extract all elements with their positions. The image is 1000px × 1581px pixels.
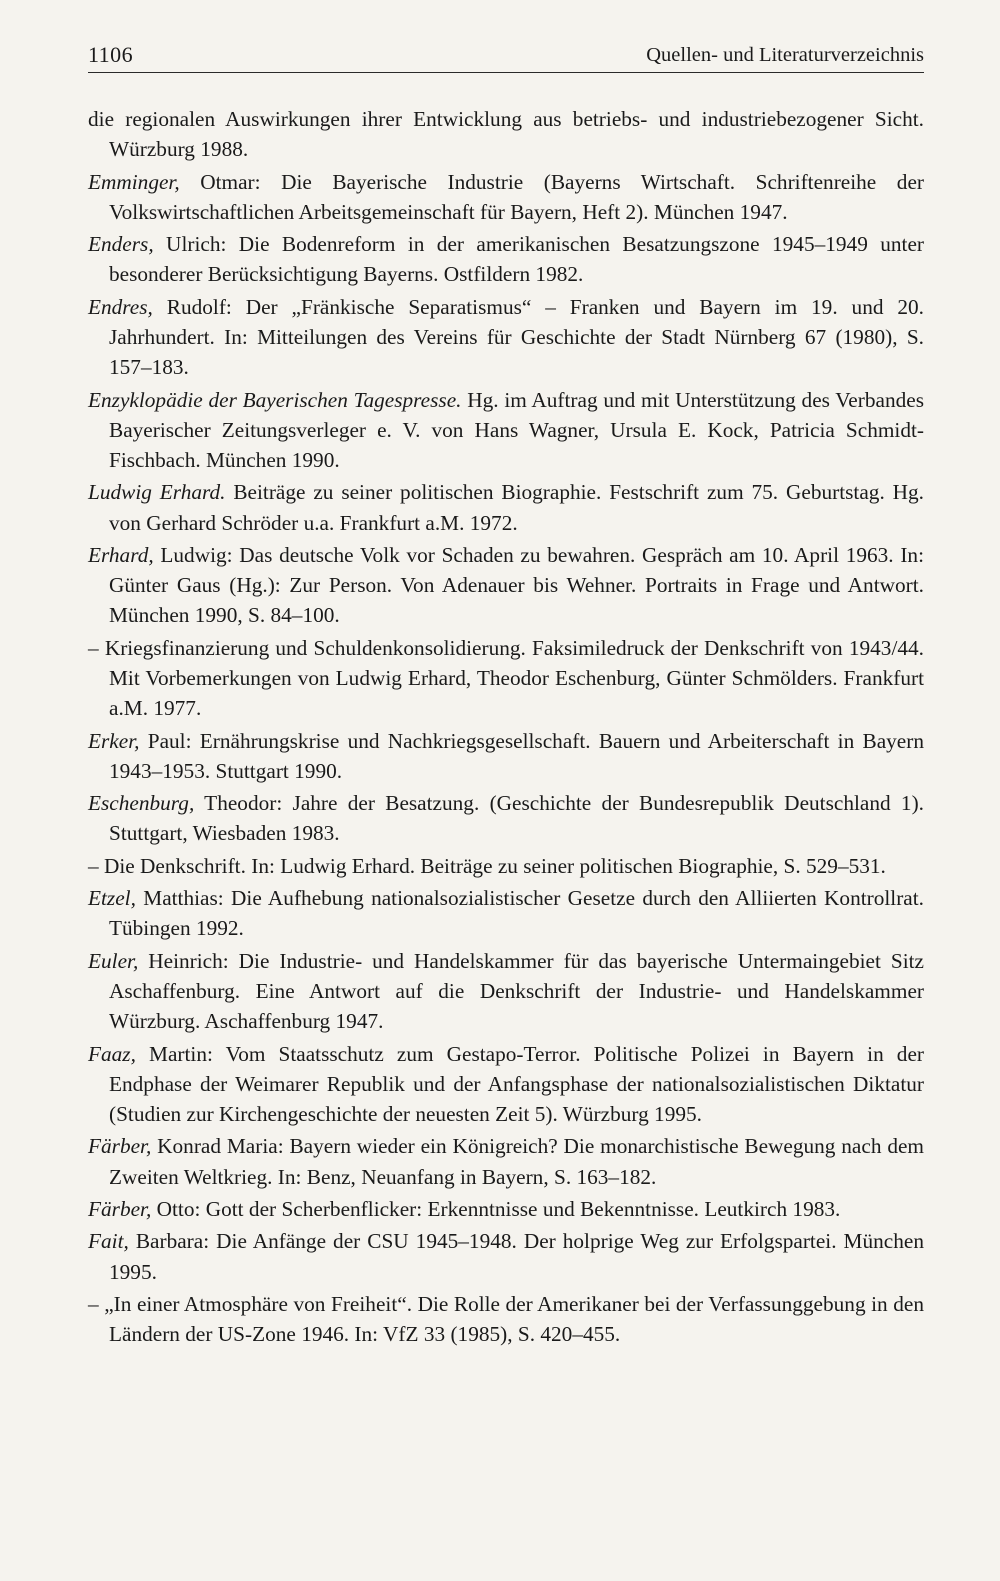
entry-text: Heinrich: Die Industrie- und Handelskammer für das bayerische Untermaingebiet Sitz Aschaffenburg. Eine Antwort auf die Denkschrift der Industrie- und Handelskammer Würzburg. Aschaffenburg 1947. (109, 948, 924, 1034)
entry-text: Beiträge zu seiner politischen Biographie. Festschrift zum 75. Geburtstag. Hg. von Gerhard Schröder u.a. Frankfurt a.M. 1972. (109, 480, 924, 535)
entry-text: Konrad Maria: Bayern wieder ein Königreich? Die monarchistische Bewegung nach dem Zweiten Weltkrieg. In: Benz, Neuanfang in Bayern, S. 163–182. (109, 1134, 924, 1189)
bibliography-entry (88, 104, 924, 164)
bibliography-entry (88, 726, 924, 786)
entry-author: Erker, (88, 728, 140, 753)
entry-text: „In einer Atmosphäre von Freiheit“. Die Rolle der Amerikaner bei der Verfassunggebung in den Ländern der US-Zone 1946. In: VfZ 33 (1985), S. 420–455. (98, 1291, 924, 1347)
entry-text: Matthias: Die Aufhebung nationalsozialistischer Gesetze durch den Alliierten Kontrollrat. Tübingen 1992. (109, 886, 924, 941)
entry-text: Theodor: Jahre der Besatzung. (Geschichte der Bundesrepublik Deutschland 1). Stuttgart, Wiesbaden 1983. (109, 791, 924, 846)
bibliography-entry (88, 1039, 924, 1130)
entry-author: Eschenburg, (88, 791, 195, 816)
bibliography-entry (88, 292, 924, 383)
bibliography-list (88, 104, 924, 1352)
entry-text: Ludwig: Das deutsche Volk vor Schaden zu bewahren. Gespräch am 10. April 1963. In: Günter Gaus (Hg.): Zur Person. Von Adenauer bis Wehner. Portraits in Frage und Antwort. München 1990, S. 84–100. (109, 542, 924, 628)
entry-title: Ludwig Erhard. (88, 480, 226, 505)
entry-text: Paul: Ernährungskrise und Nachkriegsgesellschaft. Bauern und Arbeiterschaft in Bayern 1943–1953. Stuttgart 1990. (109, 728, 924, 783)
entry-author: Endres, (88, 294, 153, 319)
page-number: 1106 (88, 42, 134, 67)
entry-author: Etzel, (88, 886, 136, 911)
entry-author: Färber, (88, 1196, 152, 1221)
entry-text: Kriegsfinanzierung und Schuldenkonsolidierung. Faksimiledruck der Denkschrift von 1943/44. Mit Vorbemerkungen von Ludwig Erhard, Theodor Eschenburg, Günter Schmölders. Frankfurt a.M. 1977. (98, 635, 924, 721)
bibliography-entry (88, 167, 924, 227)
bibliography-entry (88, 229, 924, 289)
bibliography-entry (88, 1131, 924, 1191)
entry-dash: – (88, 1291, 99, 1316)
bibliography-entry (88, 788, 924, 848)
bibliography-entry (88, 1194, 924, 1224)
entry-text: Die Denkschrift. In: Ludwig Erhard. Beiträge zu seiner politischen Biographie, S. 529–531. (98, 853, 886, 878)
bibliography-entry (88, 883, 924, 943)
entry-author: Enders, (88, 232, 154, 257)
entry-author: Emminger, (88, 169, 180, 194)
bibliography-entry (88, 633, 924, 724)
bibliography-entry (88, 851, 924, 881)
entry-dash: – (88, 853, 99, 878)
running-head: Quellen- und Literaturverzeichnis (646, 44, 924, 66)
entry-text: Ulrich: Die Bodenreform in der amerikanischen Besatzungszone 1945–1949 unter besonderer Berücksichtigung Bayerns. Ostfildern 1982. (109, 232, 924, 287)
entry-text: Otto: Gott der Scherbenflicker: Erkenntnisse und Bekenntnisse. Leutkirch 1983. (151, 1196, 841, 1221)
bibliography-entry (88, 1289, 924, 1349)
page-header (88, 40, 924, 73)
entry-title: Enzyklopädie der Bayerischen Tagespresse. (88, 387, 462, 412)
entry-text: Otmar: Die Bayerische Industrie (Bayerns Wirtschaft. Schriftenreihe der Volkswirtschaftlichen Arbeitsgemeinschaft für Bayern, Heft 2). München 1947. (109, 169, 924, 224)
entry-text: Martin: Vom Staatsschutz zum Gestapo-Terror. Politische Polizei in Bayern in der Endphase der Weimarer Republik und der Anfangsphase der nationalsozialistischen Diktatur (Studien zur Kirchengeschichte der neuesten Zeit 5). Würzburg 1995. (109, 1041, 924, 1126)
entry-text: die regionalen Auswirkungen ihrer Entwicklung aus betriebs- und industriebezogener Sicht. Würzburg 1988. (88, 107, 924, 162)
entry-author: Euler, (88, 948, 139, 973)
entry-text: Hg. im Auftrag und mit Unterstützung des Verbandes Bayerischer Zeitungsverleger e. V. von Hans Wagner, Ursula E. Kock, Patricia Schmidt-Fischbach. München 1990. (109, 387, 924, 472)
entry-text: Barbara: Die Anfänge der CSU 1945–1948. Der holprige Weg zur Erfolgspartei. München 1995. (109, 1229, 924, 1284)
entry-author: Färber, (88, 1134, 152, 1159)
bibliography-entry (88, 477, 924, 537)
entry-dash: – (88, 635, 99, 660)
bibliography-entry (88, 946, 924, 1037)
entry-author: Faaz, (88, 1041, 136, 1066)
entry-text: Rudolf: Der „Fränkische Separatismus“ – Franken und Bayern im 19. und 20. Jahrhundert. In: Mitteilungen des Vereins für Geschichte der Stadt Nürnberg 67 (1980), S. 157–183. (109, 294, 924, 380)
bibliography-entry (88, 540, 924, 631)
entry-author: Fait, (88, 1229, 129, 1254)
entry-author: Erhard, (88, 542, 154, 567)
bibliography-entry (88, 385, 924, 476)
bibliography-entry (88, 1226, 924, 1286)
